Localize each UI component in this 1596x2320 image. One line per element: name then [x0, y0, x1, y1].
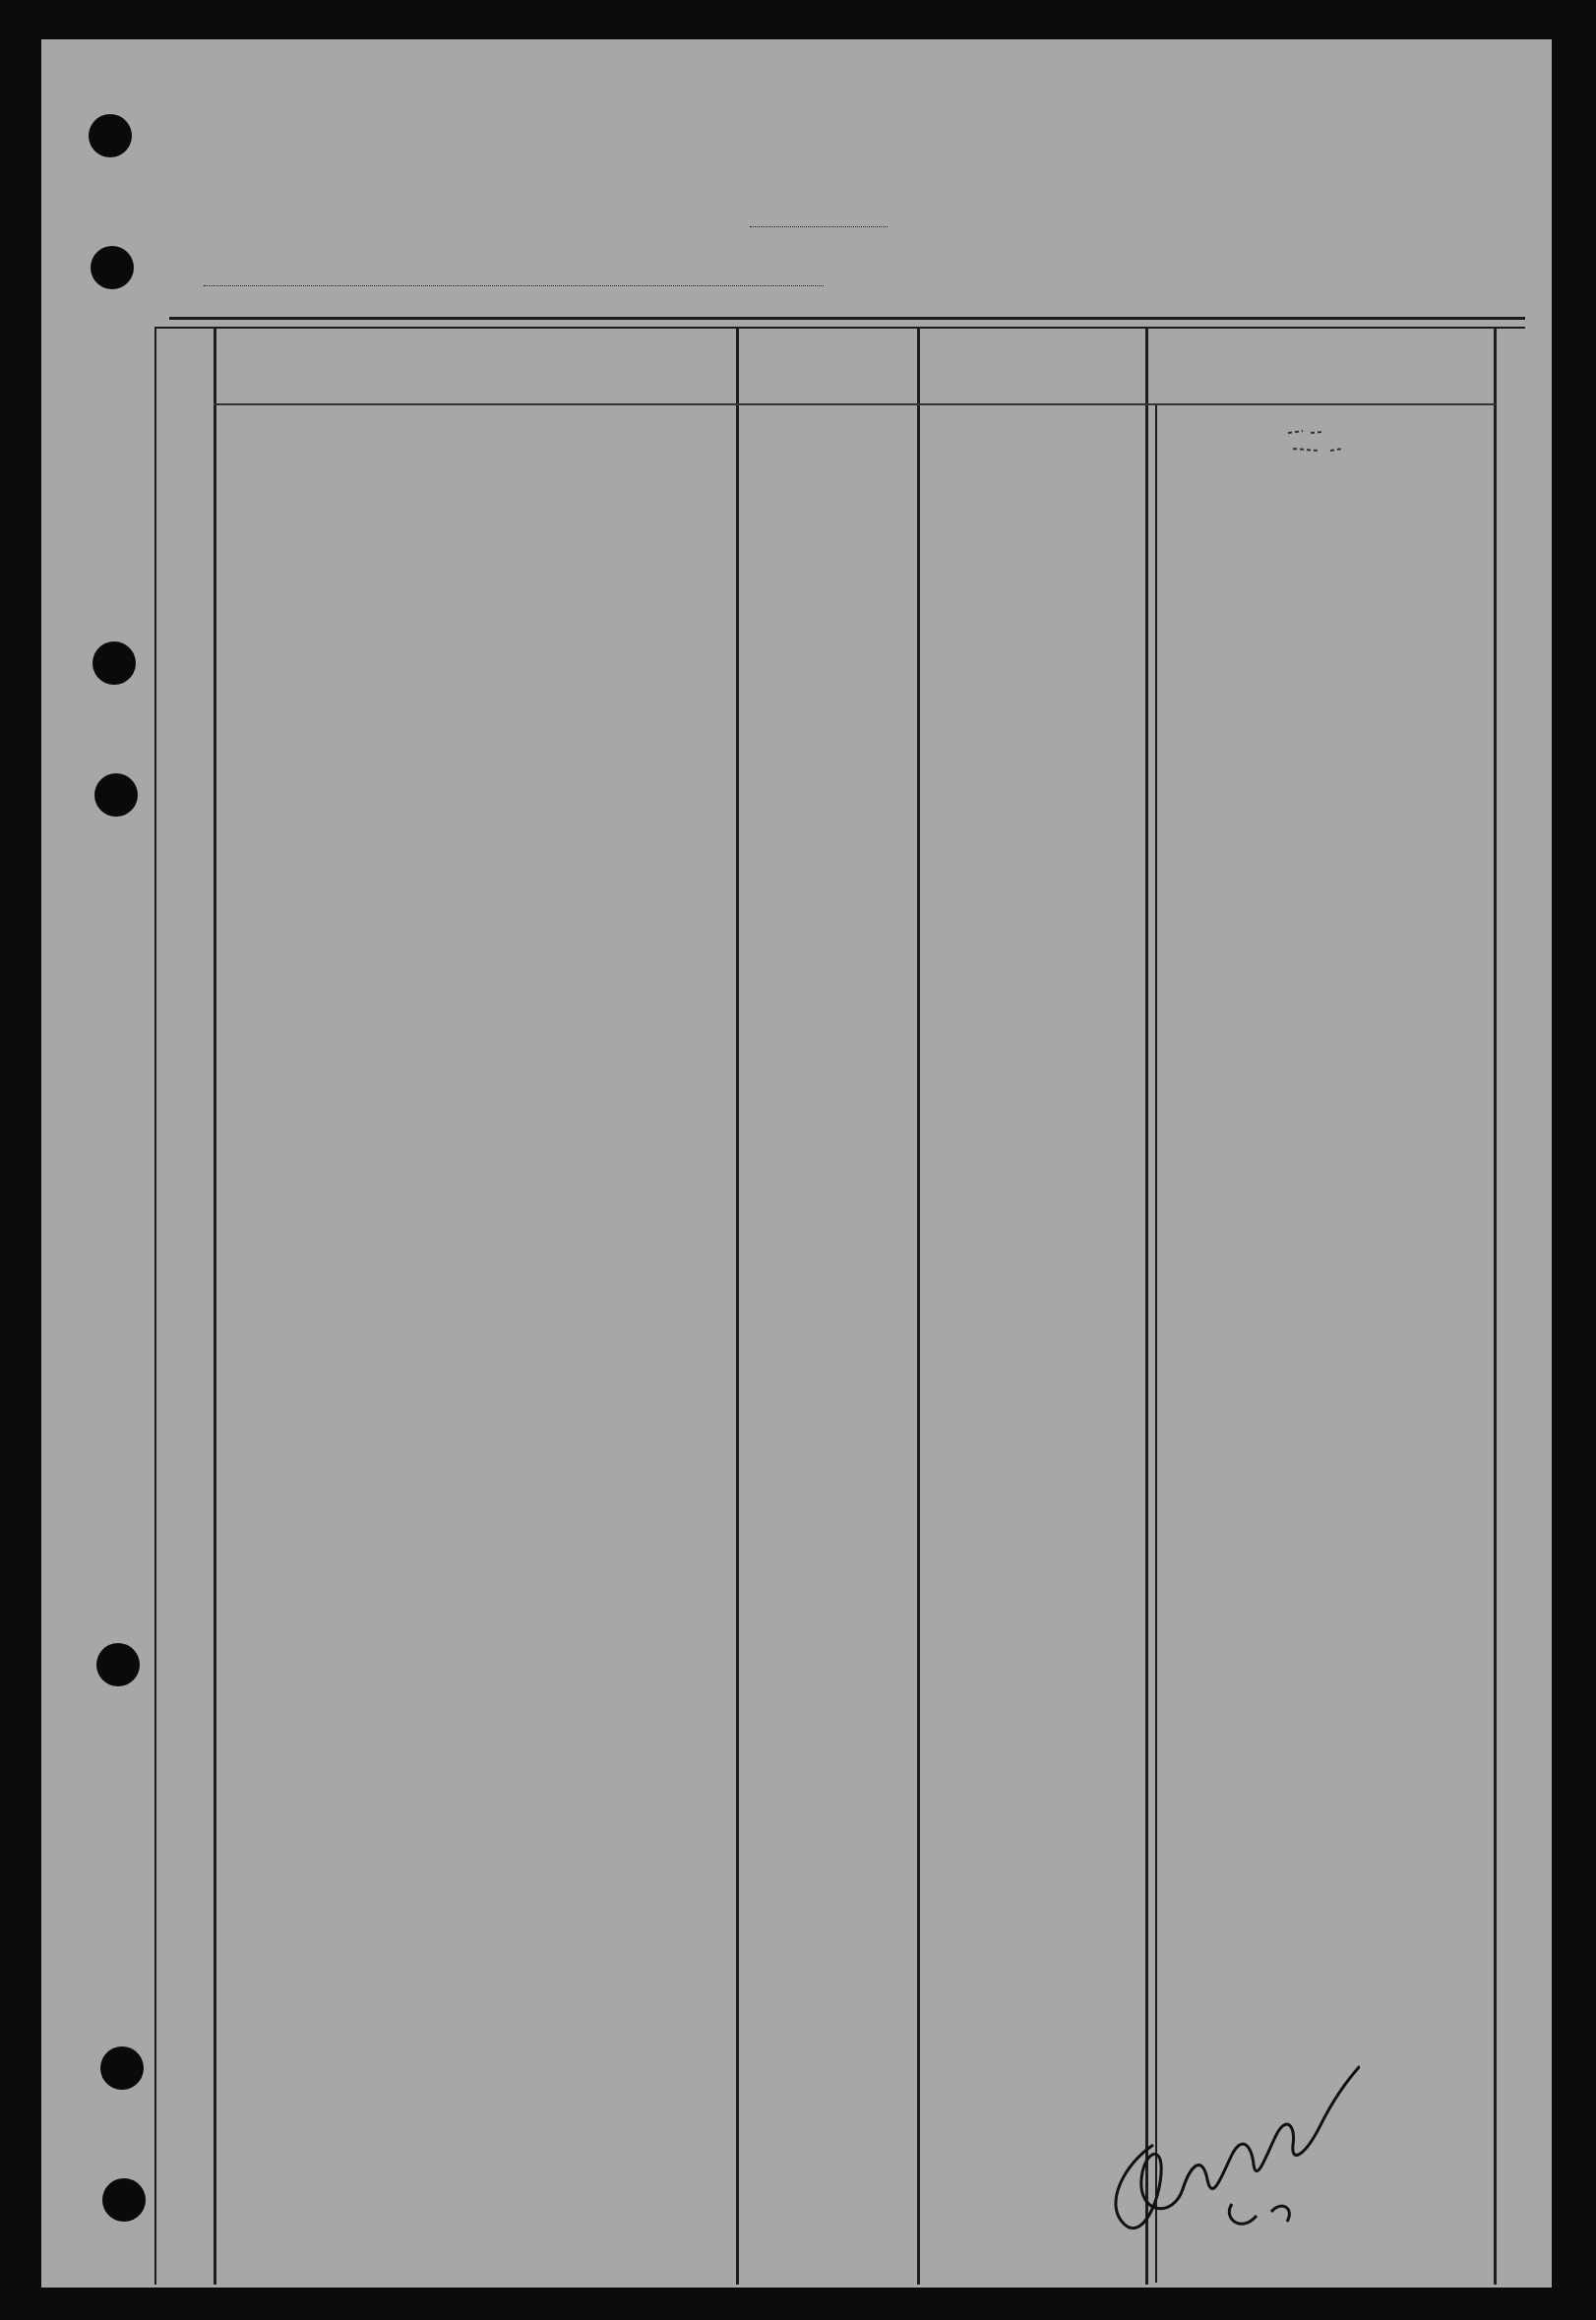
- punch-hole-icon: [96, 1643, 140, 1686]
- officer-scribble-icon: [1283, 421, 1352, 470]
- punch-hole-icon: [91, 246, 134, 289]
- punch-hole-icon: [94, 773, 138, 817]
- punch-hole-icon: [100, 2046, 144, 2090]
- punch-hole-icon: [92, 641, 136, 685]
- punch-hole-icon: [89, 114, 132, 157]
- punch-hole-icon: [102, 2178, 146, 2222]
- manifest-sheet: [41, 39, 1552, 2288]
- inspector-signature-icon: [1084, 2007, 1360, 2263]
